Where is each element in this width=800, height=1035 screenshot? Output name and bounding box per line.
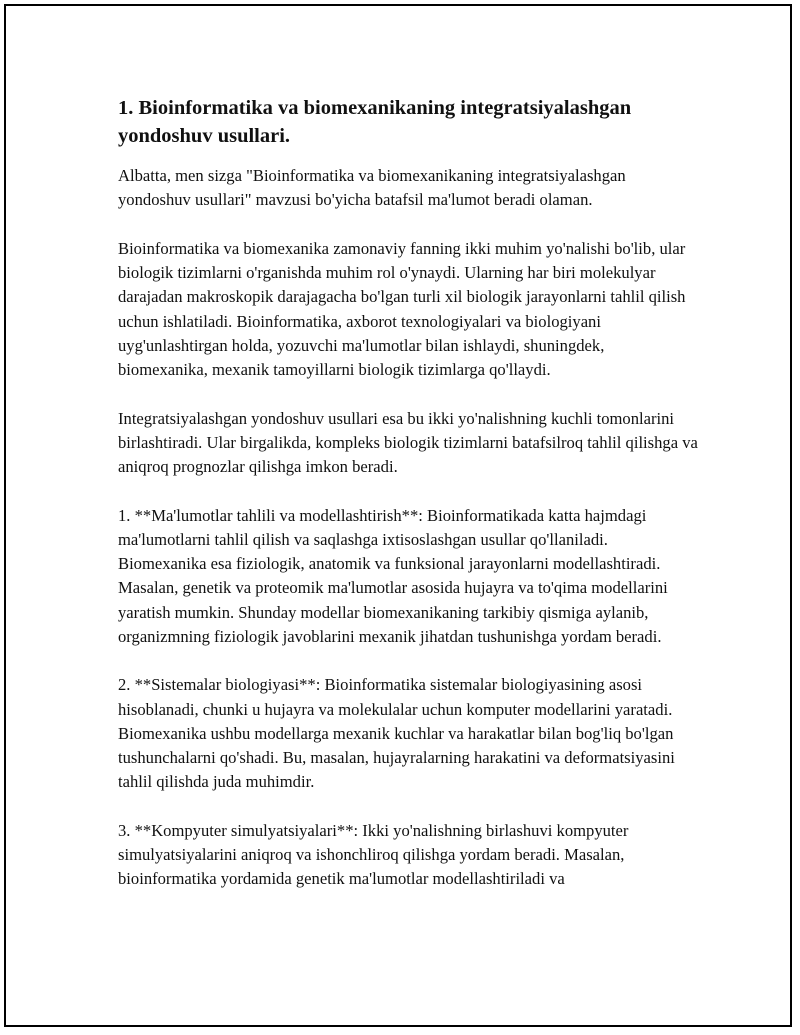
document-body (118, 94, 698, 916)
point-2-paragraph: 2. **Sistemalar biologiyasi**: Bioinformatika sistemalar biologiyasining asosi hisoblanadi, chunki u hujayra va molekulalar uchun komputer modellarini yaratadi. Biomexanika ushbu modellarga mexanik kuchlar va harakatlar bilan bog'liq bo'lgan tushunchalarni qo'shadi. Bu, masalan, hujayralarning harakatini va deformatsiyasini tahlil qilishda juda muhimdir. (118, 675, 675, 792)
integration-paragraph: Integratsiyalashgan yondoshuv usullari esa bu ikki yo'nalishning kuchli tomonlarini birlashtiradi. Ular birgalikda, kompleks biologik tizimlarni batafsilroq tahlil qilishga va aniqroq prognozlar qilishga imkon beradi. (118, 408, 698, 477)
overview-paragraph: Bioinformatika va biomexanika zamonaviy fanning ikki muhim yo'nalishi bo'lib, ular biologik tizimlarni o'rganishda muhim rol o'ynaydi. Ularning har biri molekulyar darajadan makroskopik darajagacha bo'lgan turli xil biologik jarayonlarni tahlil qilish uchun ishlatiladi. Bioinformatika, axborot texnologiyalari va biologiyani uyg'unlashtirgan holda, yozuvchi ma'lumotlar bilan ishlaydi, shuningdek, biomexanika, mexanik tamoyillarni biologik tizimlarga qo'llaydi. (118, 238, 686, 379)
document-heading: 1. Bioinformatika va biomexanikaning integratsiyalashgan yondoshuv usullari. (118, 97, 632, 147)
point-3-paragraph: 3. **Kompyuter simulyatsiyalari**: Ikki yo'nalishning birlashuvi kompyuter simulyatsiyalarini aniqroq va ishonchliroq qilishga yordam beradi. Masalan, bioinformatika yordamida genetik ma'lumotlar modellashtiriladi va (118, 820, 629, 889)
intro-paragraph: Albatta, men sizga "Bioinformatika va biomexanikaning integratsiyalashgan yondoshuv usullari" mavzusi bo'yicha batafsil ma'lumot beradi olaman. (118, 166, 626, 210)
point-1-paragraph: 1. **Ma'lumotlar tahlili va modellashtirish**: Bioinformatikada katta hajmdagi ma'lumotlarni tahlil qilish va saqlashga ixtisoslashgan usullar qo'llaniladi. Biomexanika esa fiziologik, anatomik va funksional jarayonlarni modellashtiradi. Masalan, genetik va proteomik ma'lumotlar asosida hujayra va to'qima modellarini yaratish mumkin. Shunday modellar biomexanikaning tarkibiy qismiga aylanib, organizmning fiziologik javoblarini mexanik jihatdan tushunishga yordam beradi. (118, 505, 668, 646)
